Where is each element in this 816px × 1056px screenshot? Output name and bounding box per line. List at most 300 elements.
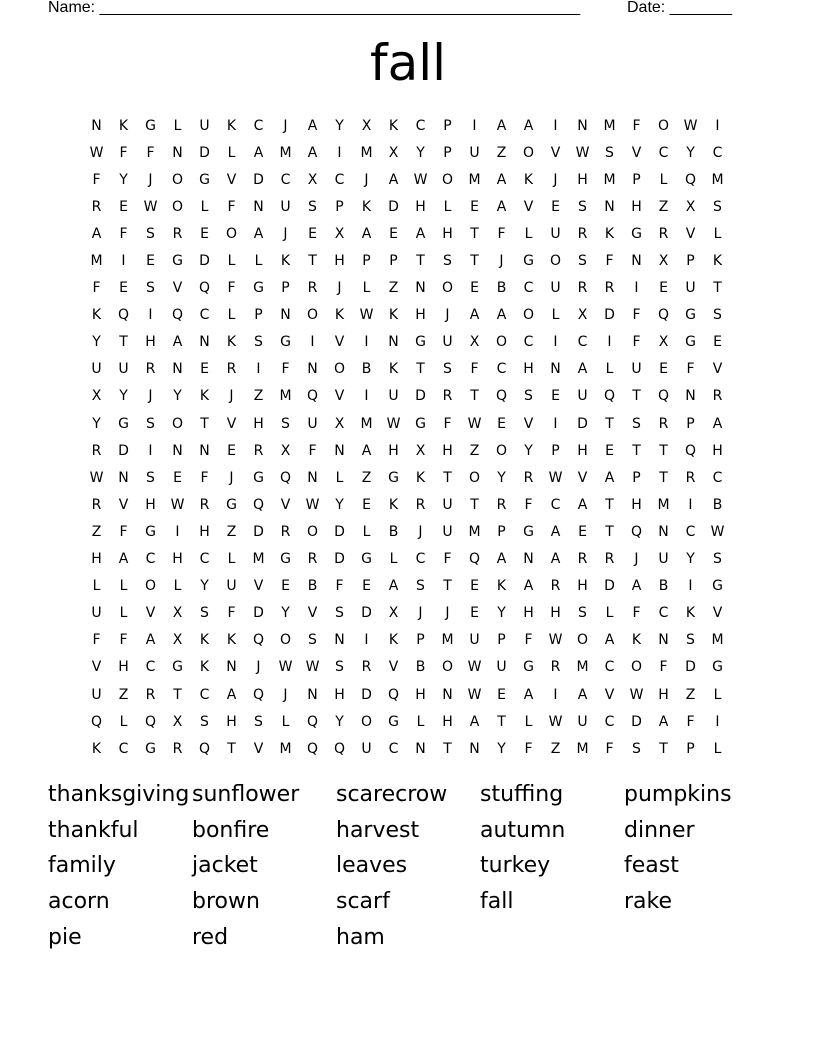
grid-letter: F bbox=[227, 605, 236, 622]
grid-letter: G bbox=[280, 334, 291, 351]
grid-letter: H bbox=[415, 198, 426, 215]
grid-letter: D bbox=[253, 605, 264, 622]
grid-letter: B bbox=[658, 578, 669, 595]
grid-letter: G bbox=[280, 551, 291, 568]
grid-letter: G bbox=[523, 253, 534, 270]
grid-letter: T bbox=[632, 442, 641, 459]
grid-letter: U bbox=[442, 496, 453, 513]
grid-letter: F bbox=[605, 253, 614, 270]
grid-letter: Q bbox=[657, 388, 670, 405]
grid-letter: R bbox=[145, 686, 156, 703]
grid-letter: H bbox=[388, 442, 399, 459]
grid-letter: L bbox=[713, 686, 722, 703]
grid-letter: G bbox=[685, 307, 696, 324]
grid-letter: R bbox=[577, 551, 588, 568]
grid-letter: N bbox=[658, 632, 669, 649]
grid-letter: H bbox=[442, 713, 453, 730]
grid-letter: I bbox=[553, 415, 558, 432]
grid-letter: V bbox=[145, 605, 156, 622]
grid-letter: T bbox=[659, 469, 668, 486]
grid-letter: A bbox=[577, 361, 588, 378]
grid-letter: R bbox=[658, 225, 669, 242]
grid-letter: L bbox=[281, 713, 290, 730]
grid-letter: F bbox=[92, 632, 101, 649]
grid-letter: M bbox=[576, 659, 589, 676]
word-list-item: rake bbox=[624, 889, 673, 915]
grid-letter: Z bbox=[550, 740, 561, 757]
grid-letter: S bbox=[146, 469, 155, 486]
grid-letter: O bbox=[441, 280, 454, 297]
grid-letter: S bbox=[254, 334, 263, 351]
grid-letter: O bbox=[549, 253, 562, 270]
name-blank: ______________________________________________________ bbox=[99, 0, 581, 16]
grid-letter: I bbox=[688, 578, 693, 595]
grid-letter: R bbox=[307, 280, 318, 297]
grid-letter: A bbox=[523, 686, 534, 703]
grid-letter: X bbox=[658, 334, 669, 351]
grid-letter: V bbox=[91, 659, 102, 676]
grid-letter: N bbox=[172, 361, 183, 378]
grid-letter: S bbox=[335, 659, 344, 676]
grid-letter: G bbox=[631, 225, 642, 242]
grid-letter: M bbox=[252, 551, 265, 568]
grid-letter: Z bbox=[253, 388, 264, 405]
grid-letter: W bbox=[386, 415, 401, 432]
date-line bbox=[627, 0, 732, 18]
grid-letter: Y bbox=[173, 388, 182, 405]
grid-letter: I bbox=[553, 686, 558, 703]
grid-letter: V bbox=[523, 415, 534, 432]
grid-letter: J bbox=[256, 659, 261, 676]
word-list bbox=[48, 777, 768, 955]
grid-letter: I bbox=[634, 280, 639, 297]
grid-letter: H bbox=[442, 442, 453, 459]
grid-letter: F bbox=[686, 361, 695, 378]
grid-letter: F bbox=[524, 632, 533, 649]
grid-letter: L bbox=[416, 713, 425, 730]
word-list-item: feast bbox=[624, 853, 679, 879]
grid-letter: U bbox=[442, 334, 453, 351]
grid-letter: A bbox=[253, 225, 264, 242]
grid-letter: V bbox=[253, 578, 264, 595]
grid-letter: G bbox=[388, 713, 399, 730]
grid-letter: I bbox=[688, 496, 693, 513]
grid-letter: D bbox=[577, 415, 588, 432]
grid-letter: N bbox=[118, 469, 129, 486]
grid-letter: K bbox=[361, 198, 372, 215]
grid-letter: V bbox=[388, 659, 399, 676]
name-line bbox=[48, 0, 580, 18]
grid-letter: A bbox=[496, 171, 507, 188]
grid-letter: R bbox=[199, 496, 210, 513]
grid-letter: F bbox=[119, 225, 128, 242]
grid-letter: I bbox=[148, 307, 153, 324]
grid-letter: R bbox=[577, 280, 588, 297]
grid-letter: A bbox=[523, 578, 534, 595]
grid-letter: A bbox=[496, 117, 507, 134]
grid-letter: W bbox=[143, 198, 158, 215]
grid-letter: F bbox=[308, 442, 317, 459]
grid-letter: H bbox=[91, 551, 102, 568]
grid-letter: E bbox=[200, 361, 209, 378]
grid-letter: M bbox=[279, 144, 292, 161]
grid-letter: F bbox=[632, 334, 641, 351]
date-blank: _______ bbox=[669, 0, 732, 16]
grid-letter: D bbox=[361, 605, 372, 622]
grid-letter: S bbox=[146, 225, 155, 242]
grid-letter: M bbox=[441, 632, 454, 649]
grid-letter: P bbox=[362, 253, 371, 270]
grid-letter: R bbox=[253, 442, 264, 459]
grid-letter: K bbox=[199, 659, 210, 676]
grid-letter: E bbox=[470, 198, 479, 215]
grid-letter: S bbox=[335, 605, 344, 622]
grid-letter: G bbox=[712, 659, 723, 676]
grid-letter: E bbox=[659, 280, 668, 297]
grid-letter: Z bbox=[226, 523, 237, 540]
grid-letter: R bbox=[172, 740, 183, 757]
grid-letter: E bbox=[470, 605, 479, 622]
grid-letter: I bbox=[472, 117, 477, 134]
grid-letter: E bbox=[119, 280, 128, 297]
grid-letter: F bbox=[605, 740, 614, 757]
grid-letter: R bbox=[415, 496, 426, 513]
grid-letter: N bbox=[334, 442, 345, 459]
grid-letter: Q bbox=[252, 632, 265, 649]
grid-letter: H bbox=[145, 496, 156, 513]
grid-letter: Z bbox=[658, 198, 669, 215]
date-label: Date: bbox=[627, 0, 666, 16]
grid-letter: X bbox=[280, 442, 291, 459]
grid-letter: F bbox=[686, 713, 695, 730]
grid-letter: F bbox=[119, 523, 128, 540]
grid-letter: E bbox=[659, 361, 668, 378]
grid-letter: F bbox=[524, 496, 533, 513]
word-list-item: scarecrow bbox=[336, 782, 448, 807]
grid-letter: S bbox=[200, 605, 209, 622]
grid-letter: Q bbox=[657, 307, 670, 324]
grid-letter: R bbox=[550, 659, 561, 676]
grid-letter: V bbox=[226, 415, 237, 432]
grid-letter: S bbox=[686, 632, 695, 649]
grid-letter: O bbox=[306, 523, 319, 540]
grid-letter: T bbox=[308, 253, 317, 270]
grid-letter: P bbox=[632, 469, 641, 486]
grid-letter: H bbox=[631, 198, 642, 215]
grid-letter: T bbox=[632, 388, 641, 405]
grid-letter: W bbox=[89, 469, 104, 486]
grid-letter: A bbox=[415, 225, 426, 242]
grid-letter: E bbox=[227, 442, 236, 459]
grid-letter: B bbox=[496, 280, 507, 297]
grid-letter: K bbox=[388, 632, 399, 649]
grid-letter: C bbox=[280, 171, 291, 188]
grid-letter: V bbox=[712, 605, 723, 622]
word-list-item: red bbox=[192, 924, 229, 950]
grid-letter: G bbox=[712, 578, 723, 595]
grid-letter: N bbox=[226, 659, 237, 676]
grid-letter: T bbox=[605, 523, 614, 540]
grid-letter: N bbox=[172, 144, 183, 161]
grid-letter: K bbox=[523, 171, 534, 188]
grid-letter: C bbox=[496, 361, 507, 378]
grid-letter: E bbox=[200, 225, 209, 242]
grid-letter: E bbox=[362, 496, 371, 513]
grid-letter: M bbox=[711, 171, 724, 188]
grid-letter: H bbox=[118, 659, 129, 676]
grid-letter: X bbox=[388, 605, 399, 622]
grid-letter: O bbox=[522, 144, 535, 161]
grid-letter: K bbox=[280, 253, 291, 270]
grid-letter: B bbox=[712, 496, 723, 513]
grid-letter: M bbox=[279, 740, 292, 757]
grid-letter: O bbox=[144, 578, 157, 595]
grid-letter: V bbox=[334, 388, 345, 405]
grid-letter: C bbox=[550, 496, 561, 513]
grid-letter: W bbox=[89, 144, 104, 161]
grid-letter: T bbox=[173, 686, 182, 703]
grid-letter: K bbox=[712, 253, 723, 270]
grid-letter: A bbox=[307, 117, 318, 134]
grid-letter: K bbox=[199, 388, 210, 405]
grid-letter: H bbox=[442, 225, 453, 242]
grid-letter: E bbox=[362, 578, 371, 595]
grid-letter: C bbox=[712, 469, 723, 486]
grid-letter: K bbox=[118, 117, 129, 134]
grid-letter: S bbox=[578, 253, 587, 270]
grid-letter: I bbox=[553, 117, 558, 134]
grid-letter: Z bbox=[388, 280, 399, 297]
grid-letter: E bbox=[605, 442, 614, 459]
grid-letter: Q bbox=[495, 388, 508, 405]
grid-letter: N bbox=[280, 307, 291, 324]
grid-letter: R bbox=[91, 496, 102, 513]
grid-letter: V bbox=[631, 144, 642, 161]
grid-letter: R bbox=[685, 469, 696, 486]
grid-letter: P bbox=[686, 253, 695, 270]
grid-letter: U bbox=[577, 388, 588, 405]
grid-letter: S bbox=[281, 415, 290, 432]
grid-letter: C bbox=[604, 659, 615, 676]
grid-letter: H bbox=[577, 171, 588, 188]
grid-letter: A bbox=[307, 144, 318, 161]
grid-letter: W bbox=[170, 496, 185, 513]
grid-letter: O bbox=[522, 307, 535, 324]
grid-letter: Q bbox=[684, 442, 697, 459]
grid-letter: G bbox=[118, 415, 129, 432]
grid-letter: K bbox=[388, 117, 399, 134]
grid-letter: C bbox=[253, 117, 264, 134]
grid-letter: J bbox=[148, 388, 153, 405]
grid-letter: X bbox=[685, 198, 696, 215]
grid-letter: W bbox=[467, 686, 482, 703]
grid-letter: Q bbox=[252, 686, 265, 703]
grid-letter: T bbox=[200, 415, 209, 432]
grid-letter: N bbox=[334, 632, 345, 649]
grid-letter: A bbox=[361, 225, 372, 242]
grid-letter: X bbox=[415, 442, 426, 459]
grid-letter: S bbox=[713, 551, 722, 568]
grid-letter: K bbox=[388, 496, 399, 513]
grid-letter: C bbox=[199, 551, 210, 568]
grid-letter: F bbox=[119, 144, 128, 161]
grid-letter: P bbox=[335, 198, 344, 215]
word-list-item: leaves bbox=[336, 853, 408, 879]
grid-letter: J bbox=[418, 523, 423, 540]
grid-letter: Q bbox=[171, 307, 184, 324]
grid-letter: H bbox=[415, 686, 426, 703]
grid-letter: S bbox=[416, 578, 425, 595]
grid-letter: T bbox=[659, 740, 668, 757]
grid-letter: Q bbox=[387, 686, 400, 703]
grid-letter: N bbox=[577, 117, 588, 134]
grid-letter: G bbox=[388, 469, 399, 486]
grid-letter: A bbox=[388, 171, 399, 188]
grid-letter: V bbox=[577, 469, 588, 486]
grid-letter: H bbox=[577, 578, 588, 595]
grid-letter: Q bbox=[198, 740, 211, 757]
grid-letter: K bbox=[604, 225, 615, 242]
grid-letter: M bbox=[576, 740, 589, 757]
grid-letter: Q bbox=[684, 171, 697, 188]
grid-letter: A bbox=[172, 334, 183, 351]
grid-letter: M bbox=[603, 171, 616, 188]
grid-letter: Q bbox=[144, 713, 157, 730]
grid-letter: G bbox=[523, 659, 534, 676]
grid-letter: A bbox=[496, 307, 507, 324]
grid-letter: M bbox=[360, 144, 373, 161]
grid-letter: Y bbox=[92, 334, 101, 351]
grid-letter: M bbox=[468, 523, 481, 540]
grid-letter: L bbox=[227, 307, 236, 324]
grid-letter: N bbox=[658, 523, 669, 540]
grid-letter: C bbox=[145, 659, 156, 676]
grid-letter: T bbox=[119, 334, 128, 351]
grid-letter: W bbox=[467, 415, 482, 432]
grid-letter: D bbox=[631, 713, 642, 730]
grid-letter: W bbox=[683, 117, 698, 134]
grid-letter: K bbox=[199, 632, 210, 649]
grid-letter: V bbox=[280, 496, 291, 513]
grid-letter: F bbox=[632, 117, 641, 134]
grid-letter: P bbox=[686, 415, 695, 432]
grid-letter: Q bbox=[306, 388, 319, 405]
grid-letter: F bbox=[497, 225, 506, 242]
grid-letter: D bbox=[253, 171, 264, 188]
word-list-item: stuffing bbox=[480, 782, 564, 807]
grid-letter: S bbox=[146, 280, 155, 297]
grid-letter: E bbox=[470, 578, 479, 595]
grid-letter: U bbox=[118, 361, 129, 378]
grid-letter: C bbox=[145, 551, 156, 568]
grid-letter: J bbox=[283, 686, 288, 703]
grid-letter: V bbox=[172, 280, 183, 297]
grid-letter: X bbox=[334, 225, 345, 242]
grid-letter: B bbox=[415, 659, 426, 676]
grid-letter: M bbox=[360, 415, 373, 432]
grid-letter: N bbox=[685, 388, 696, 405]
grid-letter: G bbox=[145, 523, 156, 540]
grid-letter: O bbox=[495, 334, 508, 351]
grid-letter: A bbox=[496, 551, 507, 568]
grid-letter: S bbox=[605, 144, 614, 161]
grid-letter: W bbox=[548, 469, 563, 486]
grid-letter: G bbox=[145, 740, 156, 757]
grid-letter: N bbox=[307, 686, 318, 703]
grid-letter: B bbox=[307, 578, 318, 595]
grid-letter: F bbox=[281, 361, 290, 378]
grid-letter: E bbox=[497, 686, 506, 703]
grid-letter: U bbox=[685, 280, 696, 297]
grid-letter: D bbox=[388, 198, 399, 215]
grid-letter: V bbox=[550, 144, 561, 161]
grid-letter: Y bbox=[335, 117, 344, 134]
grid-letter: W bbox=[548, 632, 563, 649]
grid-letter: R bbox=[307, 551, 318, 568]
grid-letter: W bbox=[413, 171, 428, 188]
grid-letter: I bbox=[607, 334, 612, 351]
grid-letter: Q bbox=[630, 523, 643, 540]
grid-letter: Y bbox=[119, 171, 128, 188]
grid-letter: T bbox=[443, 740, 452, 757]
grid-letter: W bbox=[359, 307, 374, 324]
grid-letter: I bbox=[175, 523, 180, 540]
grid-letter: S bbox=[308, 198, 317, 215]
grid-letter: Z bbox=[469, 442, 480, 459]
grid-letter: O bbox=[360, 713, 373, 730]
grid-letter: L bbox=[119, 578, 128, 595]
grid-letter: R bbox=[523, 469, 534, 486]
grid-letter: A bbox=[496, 198, 507, 215]
grid-letter: G bbox=[172, 659, 183, 676]
grid-letter: Y bbox=[497, 740, 506, 757]
grid-letter: J bbox=[445, 307, 450, 324]
grid-letter: Z bbox=[496, 144, 507, 161]
grid-letter: K bbox=[226, 117, 237, 134]
grid-letter: R bbox=[145, 361, 156, 378]
grid-letter: P bbox=[416, 632, 425, 649]
grid-letter: L bbox=[389, 551, 398, 568]
grid-letter: J bbox=[553, 171, 558, 188]
word-list-item: fall bbox=[480, 889, 514, 915]
word-list-item: pie bbox=[48, 924, 82, 950]
grid-letter: D bbox=[604, 307, 615, 324]
grid-letter: X bbox=[361, 117, 372, 134]
grid-letter: U bbox=[388, 388, 399, 405]
grid-letter: T bbox=[470, 253, 479, 270]
grid-letter: Y bbox=[119, 388, 128, 405]
grid-letter: A bbox=[550, 523, 561, 540]
grid-letter: H bbox=[550, 605, 561, 622]
grid-letter: L bbox=[227, 253, 236, 270]
grid-letter: Q bbox=[279, 469, 292, 486]
grid-letter: F bbox=[227, 198, 236, 215]
grid-letter: R bbox=[91, 442, 102, 459]
grid-letter: E bbox=[470, 280, 479, 297]
grid-letter: T bbox=[659, 442, 668, 459]
grid-letter: N bbox=[388, 334, 399, 351]
grid-letter: A bbox=[118, 551, 129, 568]
grid-letter: W bbox=[629, 686, 644, 703]
grid-letter: G bbox=[253, 469, 264, 486]
grid-letter: L bbox=[227, 551, 236, 568]
grid-letter: W bbox=[710, 523, 725, 540]
grid-letter: A bbox=[145, 632, 156, 649]
grid-letter: C bbox=[577, 334, 588, 351]
word-list-item: ham bbox=[336, 924, 385, 950]
grid-letter: J bbox=[229, 469, 234, 486]
grid-letter: O bbox=[279, 632, 292, 649]
